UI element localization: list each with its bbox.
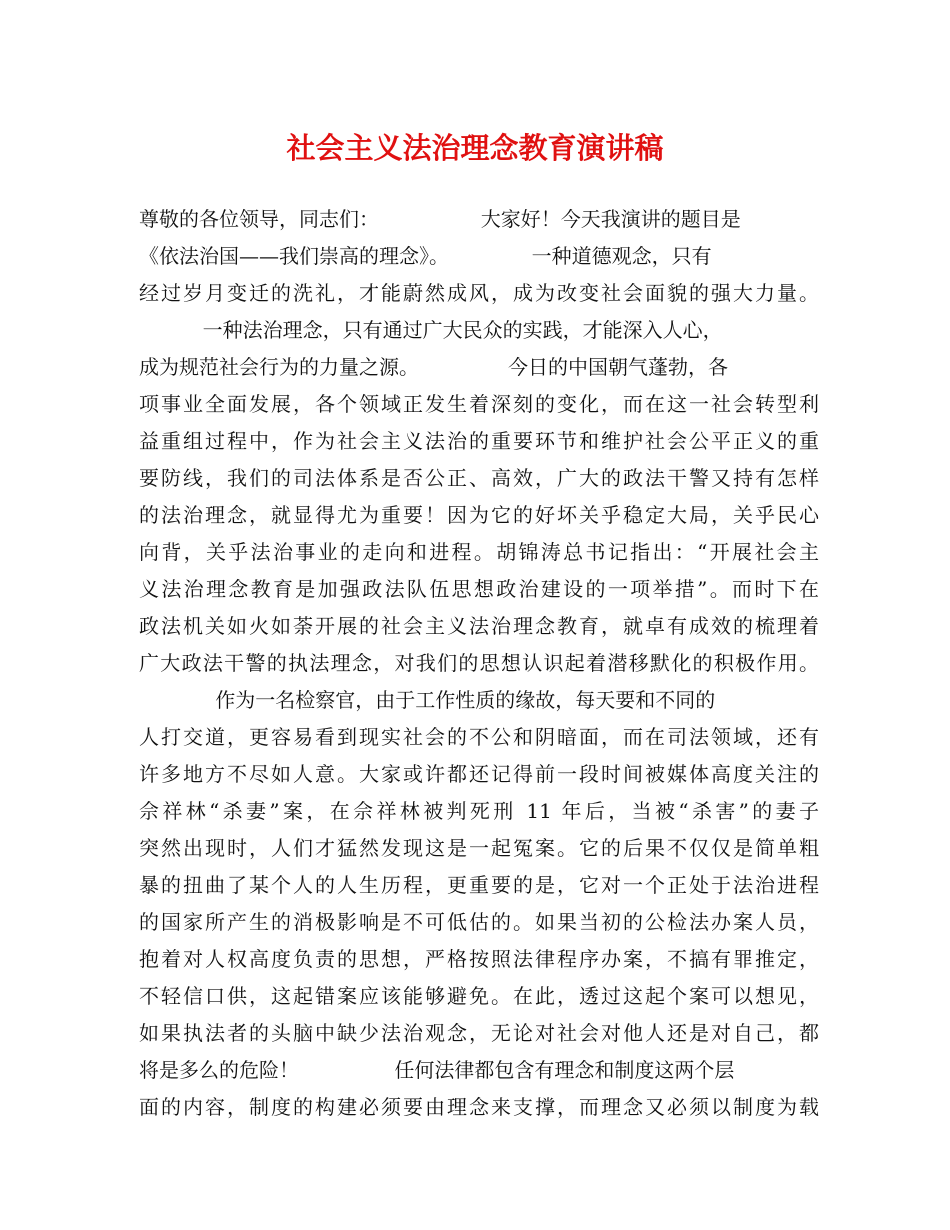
- body-line: 将是多么的危险！ 任何法律都包含有理念和制度这两个层: [139, 1058, 735, 1082]
- body-line: 暴的扭曲了某个人的人生历程，更重要的是，它对一个正处于法治进程: [139, 873, 819, 897]
- body-line: 政法机关如火如荼开展的社会主义法治理念教育，就卓有成效的梳理着: [139, 614, 819, 638]
- body-line: 《依法治国——我们崇高的理念》。 一种道德观念，只有: [139, 244, 712, 268]
- body-line: 义法治理念教育是加强政法队伍思想政治建设的一项举措”。而时下在: [139, 577, 819, 601]
- body-line: 佘祥林“杀妻”案，在佘祥林被判死刑 11 年后，当被“杀害”的妻子: [139, 799, 819, 823]
- body-line: 面的内容，制度的构建必须要由理念来支撑，而理念又必须以制度为载: [139, 1095, 819, 1119]
- body-line: 要防线，我们的司法体系是否公正、高效，广大的政法干警又持有怎样: [139, 466, 819, 490]
- body-line: 尊敬的各位领导，同志们： 大家好！今天我演讲的题目是: [139, 207, 741, 231]
- body-line: 抱着对人权高度负责的思想，严格按照法律程序办案，不搞有罪推定，: [139, 947, 819, 971]
- body-line: 成为规范社会行为的力量之源。 今日的中国朝气蓬勃，各: [139, 355, 729, 379]
- body-line: 作为一名检察官，由于工作性质的缘故，每天要和不同的: [139, 688, 716, 712]
- body-line: 广大政法干警的执法理念，对我们的思想认识起着潜移默化的积极作用。: [139, 651, 819, 675]
- body-line: 项事业全面发展，各个领域正发生着深刻的变化，而在这一社会转型利: [139, 392, 819, 416]
- body-line: 不轻信口供，这起错案应该能够避免。在此，透过这起个案可以想见，: [139, 984, 819, 1008]
- body-line: 益重组过程中，作为社会主义法治的重要环节和维护社会公平正义的重: [139, 429, 819, 453]
- body-line: 的法治理念，就显得尤为重要！因为它的好坏关乎稳定大局，关乎民心: [139, 503, 819, 527]
- body-line: 经过岁月变迁的洗礼，才能蔚然成风，成为改变社会面貌的强大力量。: [139, 281, 819, 305]
- document-body: [139, 201, 819, 1126]
- body-line: 突然出现时，人们才猛然发现这是一起冤案。它的后果不仅仅是简单粗: [139, 836, 819, 860]
- body-line: 一种法治理念，只有通过广大民众的实践，才能深入人心，: [139, 318, 723, 342]
- body-line: 人打交道，更容易看到现实社会的不公和阴暗面，而在司法领域，还有: [139, 725, 819, 749]
- body-line: 的国家所产生的消极影响是不可低估的。如果当初的公检法办案人员，: [139, 910, 819, 934]
- document-title: 社会主义法治理念教育演讲稿: [286, 131, 664, 165]
- body-line: 许多地方不尽如人意。大家或许都还记得前一段时间被媒体高度关注的: [139, 762, 819, 786]
- body-line: 如果执法者的头脑中缺少法治观念，无论对社会对他人还是对自己，都: [139, 1021, 819, 1045]
- body-line: 向背，关乎法治事业的走向和进程。胡锦涛总书记指出：“开展社会主: [139, 540, 819, 564]
